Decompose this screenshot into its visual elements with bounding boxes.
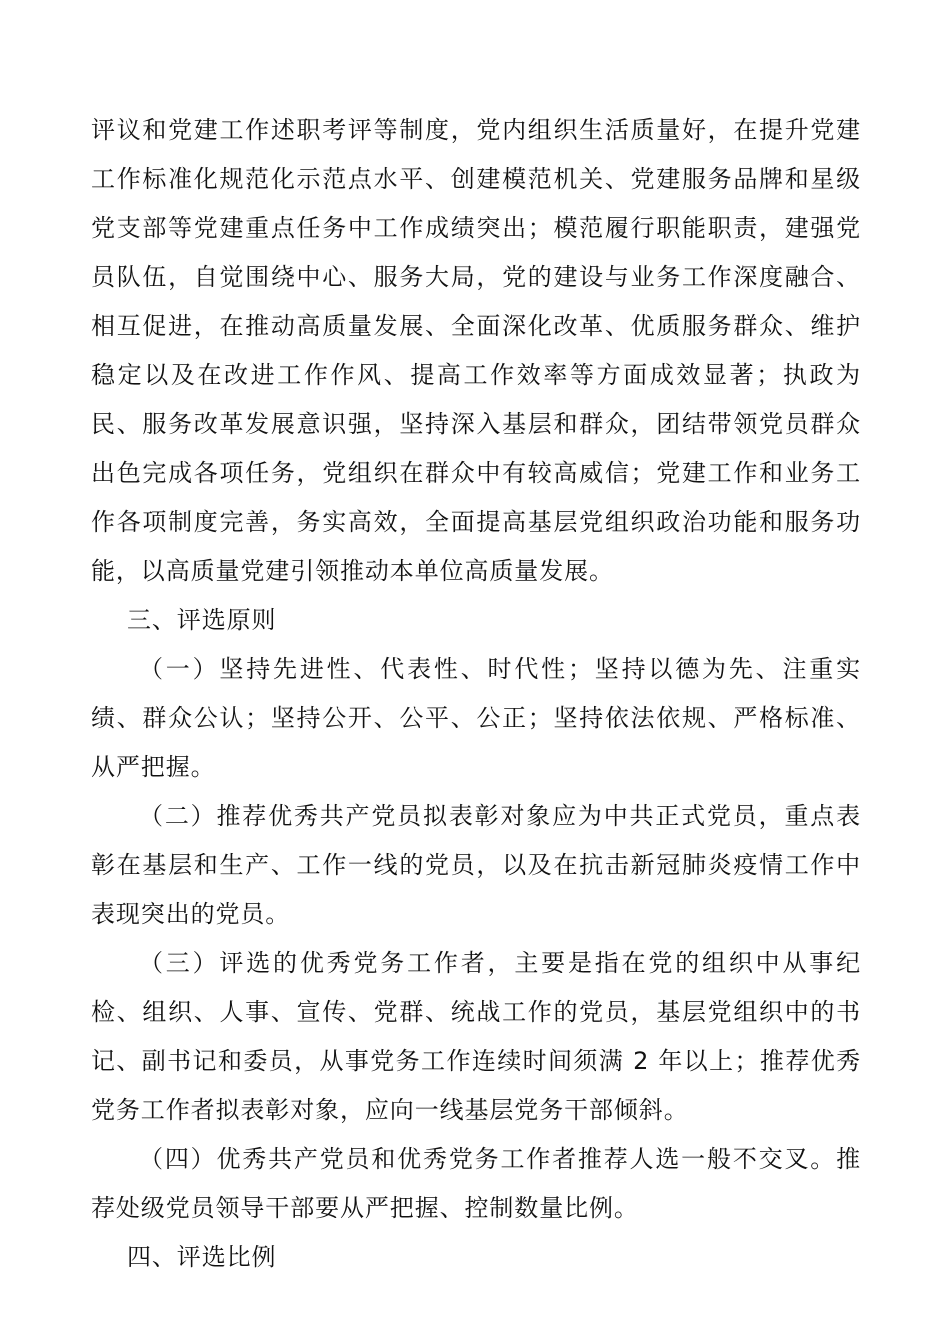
paragraph-principle-4: （四）优秀共产党员和优秀党务工作者推荐人选一般不交叉。推荐处级党员领导干部要从严把握、控制数量比例。 <box>91 1145 861 1222</box>
paragraph-principle-1: （一）坚持先进性、代表性、时代性；坚持以德为先、注重实绩、群众公认；坚持公开、公平、公正；坚持依法依规、严格标准、从严把握。 <box>91 655 861 781</box>
section-heading-principles: 三、评选原则 <box>127 606 277 634</box>
paragraph-continuation: 评议和党建工作述职考评等制度，党内组织生活质量好，在提升党建工作标准化规范化示范点水平、创建模范机关、党建服务品牌和星级党支部等党建重点任务中工作成绩突出；模范履行职能职责，建强党员队伍，自觉围绕中心、服务大局，党的建设与业务工作深度融合、相互促进，在推动高质量发展、全面深化改革、优质服务群众、维护稳定以及在改进工作作风、提高工作效率等方面成效显著；执政为民、服务改革发展意识强，坚持深入基层和群众，团结带领党员群众出色完成各项任务，党组织在群众中有较高威信；党建工作和业务工作各项制度完善，务实高效，全面提高基层党组织政治功能和服务功能，以高质量党建引领推动本单位高质量发展。 <box>91 116 861 585</box>
document-body <box>91 106 861 1282</box>
section-heading-ratio: 四、评选比例 <box>127 1243 277 1271</box>
paragraph-principle-3: （三）评选的优秀党务工作者，主要是指在党的组织中从事纪检、组织、人事、宣传、党群、统战工作的党员，基层党组织中的书记、副书记和委员，从事党务工作连续时间须满 2 年以上；推荐优秀党务工作者拟表彰对象，应向一线基层党务干部倾斜。 <box>91 949 861 1124</box>
paragraph-principle-2: （二）推荐优秀共产党员拟表彰对象应为中共正式党员，重点表彰在基层和生产、工作一线的党员，以及在抗击新冠肺炎疫情工作中表现突出的党员。 <box>91 802 861 928</box>
